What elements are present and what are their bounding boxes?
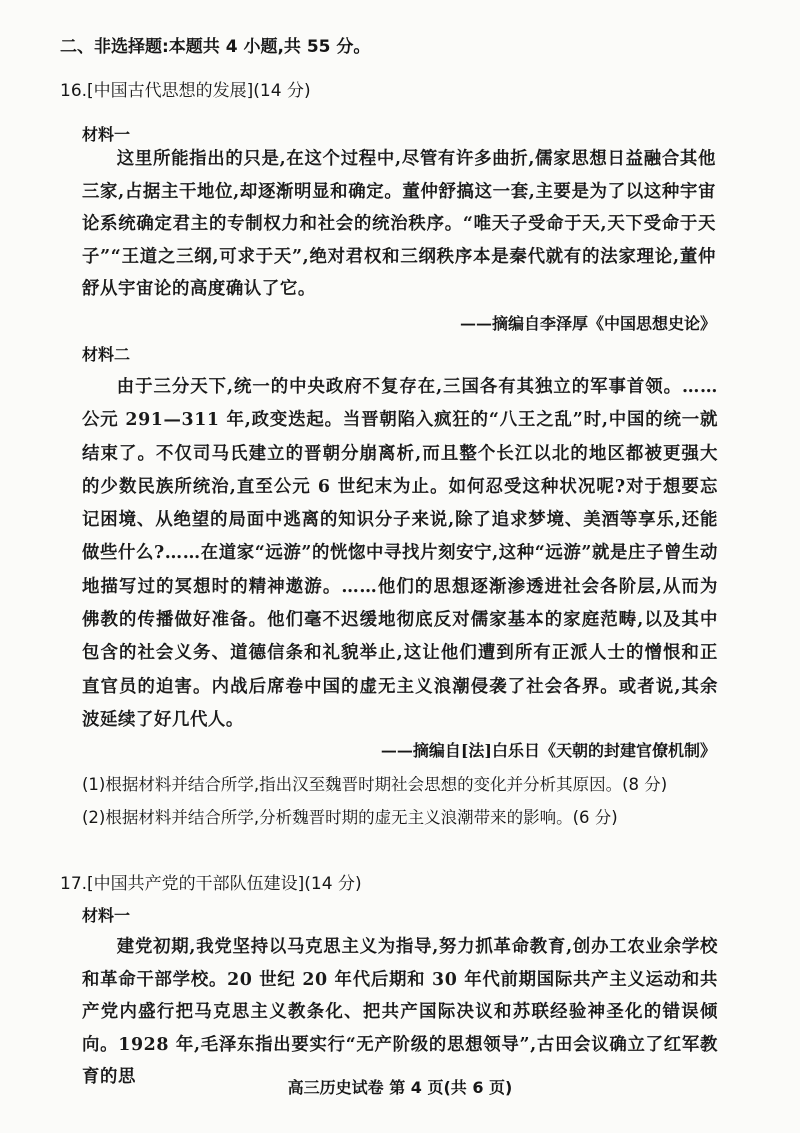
q16-material-2-source: ——摘编自[法]白乐日《天朝的封建官僚机制》 [380,741,716,760]
q17-material-1-text: 建党初期,我党坚持以马克思主义为指导,努力抓革命教育,创办工农业余学校和革命干部学校。20 世纪 20 年代后期和 30 年代前期国际共产主义运动和共产党内盛行把马克思主义教条化、把共产国际决议和苏联经验神圣化的错误倾向。1928 年,毛泽东指出要实行“无产阶级的思想领导”,古田会议确立了红军教育的思 [82,937,718,1087]
q16-material-1-source: ——摘编自李泽厚《中国思想史论》 [459,314,716,333]
q17-material-1-label: 材料一 [82,906,131,925]
section-title: 二、非选择题:本题共 4 小题,共 55 分。 [60,37,371,57]
page-footer: 高三历史试卷 第 4 页(共 6 页) [287,1078,513,1097]
q16-material-2-label: 材料二 [82,345,131,364]
q16-material-1-text: 这里所能指出的只是,在这个过程中,尽管有许多曲折,儒家思想日益融合其他三家,占据主干地位,却逐渐明显和确定。董仲舒搞这一套,主要是为了以这种宇宙论系统确定君主的专制权力和社会的统治秩序。“唯天子受命于天,天下受命于天子”“王道之三纲,可求于天”,绝对君权和三纲秩序本是秦代就有的法家理论,董仲舒从宇宙论的高度确认了它。 [82,149,716,299]
q16-subquestion-2: (2)根据材料并结合所学,分析魏晋时期的虚无主义浪潮带来的影响。(6 分) [82,808,618,827]
question-16-title: 16.[中国古代思想的发展](14 分) [60,81,311,101]
question-17-title: 17.[中国共产党的干部队伍建设](14 分) [60,874,362,894]
q16-material-1-label: 材料一 [82,125,131,144]
q16-material-2-text: 由于三分天下,统一的中央政府不复存在,三国各有其独立的军事首领。……公元 291—311 年,政变迭起。当晋朝陷入疯狂的“八王之乱”时,中国的统一就结束了。不仅司马氏建立的晋朝分崩离析,而且整个长江以北的地区都被更强大的少数民族所统治,直至公元 6 世纪末为止。如何忍受这种状况呢?对于想要忘记困境、从绝望的局面中逃离的知识分子来说,除了追求梦境、美酒等享乐,还能做些什么?……在道家“远游”的恍惚中寻找片刻安宁,这种“远游”就是庄子曾生动地描写过的冥想时的精神遨游。……他们的思想逐渐渗透进社会各阶层,从而为佛教的传播做好准备。他们毫不迟缓地彻底反对儒家基本的家庭范畴,以及其中包含的社会义务、道德信条和礼貌举止,这让他们遭到所有正派人士的憎恨和正直官员的迫害。内战后席卷中国的虚无主义浪潮侵袭了社会各界。或者说,其余波延续了好几代人。 [82,377,718,730]
q16-subquestion-1: (1)根据材料并结合所学,指出汉至魏晋时期社会思想的变化并分析其原因。(8 分) [82,775,668,794]
